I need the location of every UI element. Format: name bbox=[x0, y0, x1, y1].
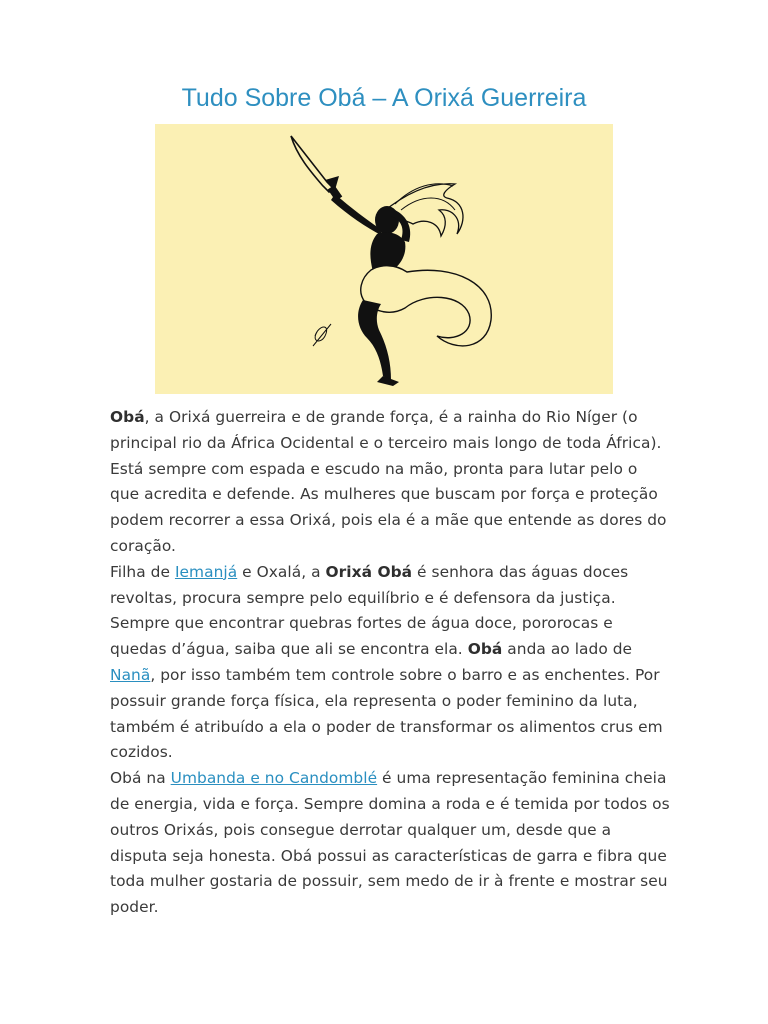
link-nana[interactable]: Nanã bbox=[110, 665, 151, 684]
link-iemanja[interactable]: Iemanjá bbox=[174, 562, 238, 581]
paragraph-2-text-5: , por isso também tem controle sobre o barro e as enchentes. Por possuir grande força física, ela representa o poder feminino da luta, também é atribuído a ela o poder de transformar os alimentos crus em cozidos. bbox=[110, 665, 663, 762]
link-umbanda-candomble[interactable]: Umbanda e no Candomblé bbox=[170, 769, 378, 788]
paragraph-2 bbox=[110, 560, 670, 766]
bold-orixa-oba: Orixá Obá bbox=[325, 562, 413, 581]
paragraph-2-text-3: é senhora das águas doces revoltas, procura sempre pelo equilíbrio e é defensora da justiça. Sempre que encontrar quebras fortes de água doce, pororocas e quedas d’água, saiba que ali se encontra ela. bbox=[110, 562, 629, 659]
bold-oba-2: Obá bbox=[467, 640, 503, 659]
paragraph-3 bbox=[110, 766, 670, 921]
oba-illustration bbox=[155, 124, 613, 394]
warrior-figure-drawing bbox=[155, 124, 613, 394]
paragraph-2-text-2: e Oxalá, a bbox=[237, 562, 326, 581]
paragraph-1 bbox=[110, 405, 670, 560]
article-body bbox=[110, 405, 670, 921]
paragraph-3-text-2: é uma representação feminina cheia de energia, vida e força. Sempre domina a roda e é temida por todos os outros Orixás, pois consegue derrotar qualquer um, desde que a disputa seja honesta. Obá possui as características de garra e fibra que toda mulher gostaria de possuir, sem medo de ir à frente e mostrar seu poder. bbox=[110, 769, 670, 917]
paragraph-2-text-4: anda ao lado de bbox=[502, 640, 633, 659]
paragraph-1-text: , a Orixá guerreira e de grande força, é a rainha do Rio Níger (o principal rio da África Ocidental e o terceiro mais longo de toda África). Está sempre com espada e escudo na mão, pronta para lutar pelo o que acredita e defende. As mulheres que buscam por força e proteção podem recorrer a essa Orixá, pois ela é a mãe que entende as dores do coração. bbox=[110, 408, 667, 555]
paragraph-2-text-1: Filha de bbox=[110, 562, 175, 581]
paragraph-3-text-1: Obá na bbox=[110, 769, 171, 788]
bold-oba: Obá bbox=[110, 408, 145, 426]
page-title: Tudo Sobre Obá – A Orixá Guerreira bbox=[181, 84, 587, 112]
